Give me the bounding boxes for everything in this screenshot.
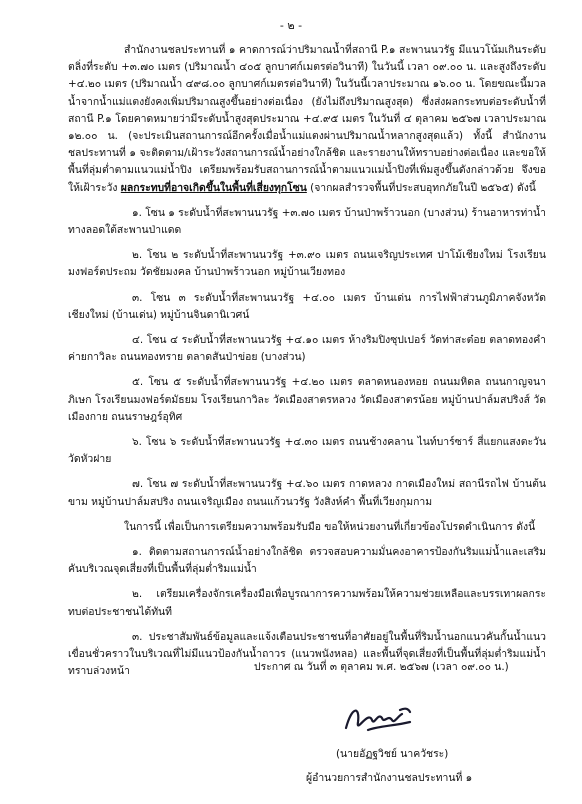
intro-paragraph (68, 42, 546, 197)
intro-forecast-text: สำนักงานชลประทานที่ ๑ คาดการณ์ว่าปริมาณน้ำที่สถานี P.๑ สะพานนวรัฐ มีแนวโน้มเกินระดับตลิ่งที่ระดับ +๓.๗๐ เมตร (ปริมาณน้ำ ๔๐๕ ลูกบาศก์เมตรต่อวินาที) ในวันนี้ เวลา ๐๙.๐๐ น. และสูงถึงระดับ +๔.๒๐ เมตร (ปริมาณน้ำ ๔๙๘.๐๐ ลูกบาศก์เมตรต่อวินาที) ในวันนี้เวลาประมาณ ๑๖.๐๐ น. โดยขณะนี้มวลน้ำจากน้ำแม่แตงยังคงเพิ่มปริมาณสูงขึ้นอย่างต่อเนื่อง (ยังไม่ถึงปริมาณสูงสุด) ซึ่งส่งผลกระทบต่อระดับน้ำที่สถานี P.๑ โดยคาดหมายว่ามีระดับน้ำสูงสุดประมาณ +๔.๙๕ เมตร ในวันที่ ๔ ตุลาคม ๒๕๖๗ เวลาประมาณ ๑๒.๐๐ น. (จะประเมินสถานการณ์อีกครั้งเมื่อน้ำแม่แตงผ่านปริมาณน้ำหลากสูงสุดแล้ว) (68, 44, 546, 143)
zone-item-2: ๒. โซน ๒ ระดับน้ำที่สะพานนวรัฐ +๓.๙๐ เมตร ถนนเจริญประเทศ ปาโม้เชียงใหม่ โรงเรียนมงฟอร์ตประถม วัดชัยมงคล บ้านป่าพร้าวนอก หมู่บ้านเวียงทอง (68, 249, 546, 279)
signature-image (338, 700, 418, 740)
impact-heading: ผลกระทบที่อาจเกิดขึ้นในพื้นที่เสี่ยงทุกโซน (120, 181, 307, 194)
document-body (68, 42, 546, 681)
zone-item-6: ๖. โซน ๖ ระดับน้ำที่สะพานนวรัฐ +๔.๓๐ เมตร ถนนช้างคลาน ไนท์บาร์ซาร์ สี่แยกแสงตะวัน วัดหัวฝาย (68, 436, 546, 466)
zone-item-1: ๑. โซน ๑ ระดับน้ำที่สะพานนวรัฐ +๓.๗๐ เมตร บ้านป่าพร้าวนอก (บางส่วน) ร้านอาหารท่าน้ำ ทางลอดใต้สะพานป่าแดด (68, 206, 546, 237)
preparation-intro: ในการนี้ เพื่อเป็นการเตรียมความพร้อมรับมือ ขอให้หน่วยงานที่เกี่ยวข้องโปรดดำเนินการ ดังนี้ (124, 520, 536, 533)
signer-name: (นายอัฏฐวิชย์ นาควัชระ) (336, 748, 449, 760)
preparation-item-1: ๑. ติดตามสถานการณ์น้ำอย่างใกล้ชิด ตรวจสอบความมั่นคงอาคารป้องกันริมแม่น้ำและเสริมคันบริเวณจุดเสี่ยงที่เป็นพื้นที่ลุ่มต่ำริมแม่น้ำ (68, 546, 546, 576)
intro-monitoring-text: ทั้งนี้ สำนักงานชลประทานที่ ๑ จะติดตาม/เฝ้าระวังสถานการณ์น้ำอย่างใกล้ชิด และรายงานให้ทราบอย่างต่อเนื่อง และขอให้พื้นที่ลุ่มต่ำตามแนวแม่น้ำปิง เตรียมพร้อมรับสถานการณ์น้ำตามแนวแม่น้ำปิงที่เพิ่มสูงขึ้นดังกล่าวด้วย จึงขอให้เฝ้าระวัง (68, 130, 547, 194)
page-number: - ๒ - (279, 19, 303, 32)
preparation-item-3: ๓. ประชาสัมพันธ์ข้อมูลและแจ้งเตือนประชาชนที่อาศัยอยู่ในพื้นที่ริมน้ำนอกแนวคันกั้นน้ำแนวเขื่อนชั่วคราวในบริเวณที่ไม่มีแนวป้องกันน้ำถาวร (แนวพนังหลอ) และพื้นที่จุดเสี่ยงที่เป็นพื้นที่ลุ่มต่ำริมแม่น้ำทราบล่วงหน้า (68, 630, 546, 678)
impact-note: (จากผลสำรวจพื้นที่ประสบอุทกภัยในปี ๒๕๖๕) ดังนี้ (306, 181, 536, 194)
zone-item-7: ๗. โซน ๗ ระดับน้ำที่สะพานนวรัฐ +๔.๖๐ เมตร กาดหลวง กาดเมืองใหม่ สถานีรถไฟ บ้านต้นขาม หมู่บ้านปาล์มสปริง ถนนเจริญเมือง ถนนแก้วนวรัฐ วังสิงห์คำ พื้นที่เวียงกุมกาม (68, 478, 546, 508)
zone-item-5: ๕. โซน ๕ ระดับน้ำที่สะพานนวรัฐ +๔.๒๐ เมตร ตลาดหนองหอย ถนนมหิดล ถนนกาญจนาภิเษก โรงเรียนมงฟอร์ตมัธยม โรงเรียนกาวิละ วัดเมืองสาตรหลวง วัดเมืองสาตรน้อย หมู่บ้านปาล์มสปริงส์ วัดเมืองกาย ถนนราษฎร์อุทิศ (68, 376, 546, 423)
signer-position: ผู้อำนวยการสำนักงานชลประทานที่ ๑ (306, 772, 473, 784)
zone-item-4: ๔. โซน ๔ ระดับน้ำที่สะพานนวรัฐ +๔.๑๐ เมตร ห้างริมปิงซุปเปอร์ วัดท่าสะต๋อย ตลาดทองคำ ค่ายกาวิละ ถนนทองทราย ตลาดสันป่าข่อย (บางส่วน) (68, 334, 546, 364)
zone-item-3: ๓. โซน ๓ ระดับน้ำที่สะพานนวรัฐ +๔.๐๐ เมตร บ้านเด่น การไฟฟ้าส่วนภูมิภาคจังหวัดเชียงใหม่ (บ้านเด่น) หมู่บ้านจินดานิเวศน์ (68, 291, 546, 321)
preparation-item-2: ๒. เตรียมเครื่องจักรเครื่องมือเพื่อบูรณาการความพร้อมให้ความช่วยเหลือและบรรเทาผลกระทบต่อประชาชนได้ทันที (68, 588, 546, 618)
announcement-date: ประกาศ ณ วันที่ ๓ ตุลาคม พ.ศ. ๒๕๖๗ (เวลา ๐๙.๐๐ น.) (254, 661, 509, 673)
zone-list (68, 205, 546, 511)
